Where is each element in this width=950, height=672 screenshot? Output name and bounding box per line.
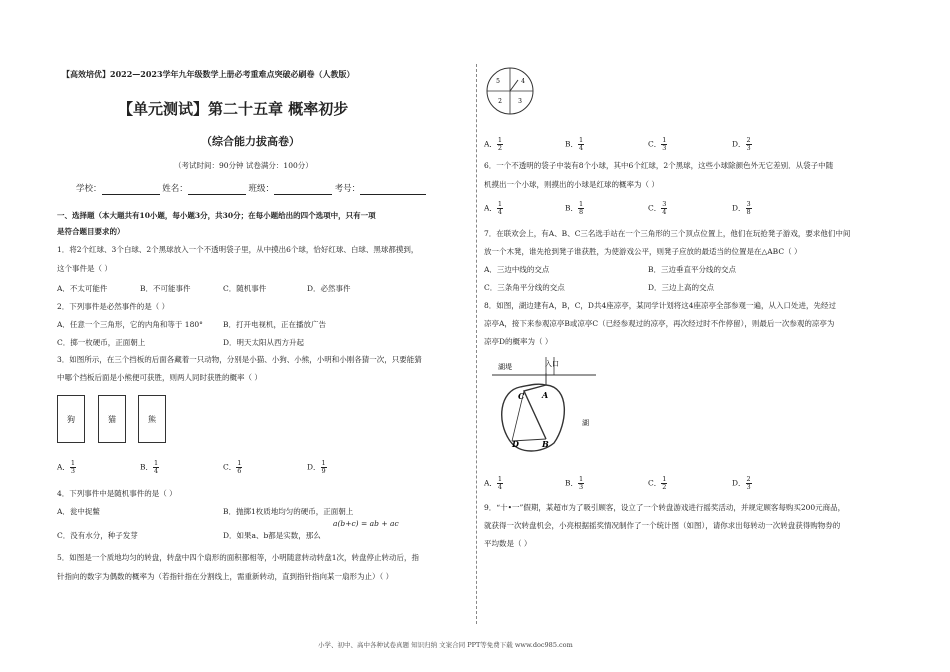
q3-option-c[interactable]: C． $\frac{1}{6}$ bbox=[223, 459, 242, 475]
q8-option-c[interactable]: C． $\frac{1}{2}$ bbox=[648, 475, 667, 491]
q4-option-d[interactable]: D．如果a、b都是实数，那么 bbox=[223, 531, 321, 540]
spinner-label-2: 2 bbox=[498, 98, 502, 105]
q3-option-d[interactable]: D． $\frac{1}{9}$ bbox=[307, 459, 326, 475]
student-info-fields bbox=[76, 183, 426, 195]
q6-text-cont: 机摸出一个小球，则摸出的小球是红球的概率为（ ） bbox=[484, 180, 659, 189]
page-title: 【单元测试】第二十五章 概率初步 bbox=[118, 100, 349, 118]
q2-option-d[interactable]: D．明天太阳从西方升起 bbox=[223, 338, 305, 347]
class-label: 班级： bbox=[248, 184, 274, 194]
spinner-label-3: 3 bbox=[518, 98, 522, 105]
q5-text: 5．如图是一个质地均匀的转盘，转盘中四个扇形的面积都相等，小明随意转动转盘1次，转盘停止转动后，指 bbox=[57, 553, 420, 562]
spinner-figure bbox=[485, 66, 535, 116]
map-b-label: B bbox=[542, 439, 549, 449]
map-d-label: D bbox=[512, 439, 519, 449]
q3-text: 3．如图所示，在三个挡板的后面各藏着一只动物，分别是小猫、小狗、小熊，小明和小刚各猜一次，只要能猜 bbox=[57, 355, 422, 364]
school-field[interactable] bbox=[102, 185, 160, 195]
q9-text-cont: 就获得一次转盘机会，小亮根据摇奖情况制作了一个统计图（如图），请你求出每转动一次转盘获得购物券的 bbox=[484, 521, 841, 530]
q2-option-b[interactable]: B．打开电视机，正在播放广告 bbox=[223, 320, 327, 329]
q7-text: 7．在联欢会上，有A、B、C三名选手站在一个三角形的三个顶点位置上，他们在玩抢凳子游戏，要求他们中间 bbox=[484, 229, 851, 238]
q8-text: 8．如图，湖边建有A，B，C，D共4座凉亭，某同学计划将这4座凉亭全部参观一遍，从入口处进，先经过 bbox=[484, 301, 836, 310]
board-bear: 熊 bbox=[138, 395, 166, 443]
lake-pavilion-map bbox=[490, 355, 600, 459]
q1-option-b[interactable]: B．不可能事件 bbox=[140, 284, 191, 293]
q8-option-b[interactable]: B． $\frac{1}{3}$ bbox=[565, 475, 584, 491]
q6-option-a[interactable]: A． $\frac{1}{4}$ bbox=[484, 200, 503, 216]
q8-option-a[interactable]: A． $\frac{1}{4}$ bbox=[484, 475, 503, 491]
q5-option-c[interactable]: C． $\frac{1}{3}$ bbox=[648, 136, 667, 152]
q4-option-c[interactable]: C．没有水分，种子发芽 bbox=[57, 531, 138, 540]
q4-text: 4．下列事件中是随机事件的是（ ） bbox=[57, 489, 177, 498]
q6-option-b[interactable]: B． $\frac{1}{8}$ bbox=[565, 200, 584, 216]
name-label: 姓名： bbox=[162, 184, 188, 194]
q8-text-cont: 凉亭A，接下来参观凉亭B或凉亭C（已经参观过的凉亭，再次经过时不作停留），则最后一次参观的凉亭为 bbox=[484, 319, 835, 328]
name-field[interactable] bbox=[188, 185, 246, 195]
map-lake-label: 湖 bbox=[582, 419, 589, 427]
q7-option-c[interactable]: C．三条角平分线的交点 bbox=[484, 283, 565, 292]
q3-option-b[interactable]: B． $\frac{1}{4}$ bbox=[140, 459, 159, 475]
q5-option-d[interactable]: D． $\frac{2}{3}$ bbox=[732, 136, 751, 152]
q1-text: 1．将2个红球、3个白球、2个黑球放入一个不透明袋子里，从中摸出6个球，恰好红球、白球、黑球都摸到， bbox=[57, 245, 419, 254]
q2-option-c[interactable]: C．掷一枚硬币，正面朝上 bbox=[57, 338, 146, 347]
q7-text-cont: 放一个木凳，谁先抢到凳子谁获胜，为使游戏公平，则凳子应放的最适当的位置是在△ABC（ ） bbox=[484, 247, 802, 256]
q4-option-b[interactable]: B．抛掷1枚质地均匀的硬币，正面朝上 bbox=[223, 507, 354, 516]
series-title: 【高效培优】2022—2023学年九年级数学上册必考重难点突破必刷卷（人教版） bbox=[62, 69, 355, 79]
exam-number-label: 考号： bbox=[334, 184, 361, 194]
q7-option-b[interactable]: B．三边垂直平分线的交点 bbox=[648, 265, 737, 274]
q6-option-c[interactable]: C． $\frac{3}{4}$ bbox=[648, 200, 667, 216]
exam-info: （考试时间：90分钟 试卷满分：100分） bbox=[174, 161, 313, 170]
q9-text: 9．“十•一”假期，某超市为了吸引顾客，设立了一个转盘游戏进行摇奖活动，并规定顾客每购买200元商品， bbox=[484, 503, 846, 512]
section1-heading-cont: 是符合题目要求的） bbox=[57, 227, 125, 236]
q6-text: 6．一个不透明的袋子中装有8个小球，其中6个红球，2个黑球，这些小球除颜色外无它差别．从袋子中随 bbox=[484, 161, 834, 170]
q3-text-cont: 中哪个挡板后面是小熊便可获胜，则两人同时获胜的概率（ ） bbox=[57, 373, 262, 382]
exam-number-field[interactable] bbox=[360, 185, 426, 195]
q1-option-d[interactable]: D．必然事件 bbox=[307, 284, 351, 293]
map-c-label: C bbox=[518, 391, 525, 401]
q1-option-c[interactable]: C．随机事件 bbox=[223, 284, 267, 293]
map-a-label: A bbox=[542, 390, 549, 400]
spinner-label-4: 4 bbox=[521, 78, 525, 85]
q7-option-a[interactable]: A．三边中线的交点 bbox=[484, 265, 550, 274]
q3-option-a[interactable]: A． $\frac{1}{3}$ bbox=[57, 459, 76, 475]
q4-option-a[interactable]: A．瓮中捉鳖 bbox=[57, 507, 100, 516]
q1-text-cont: 这个事件是（ ） bbox=[57, 264, 112, 273]
q5-option-a[interactable]: A． $\frac{1}{2}$ bbox=[484, 136, 503, 152]
school-label: 学校： bbox=[76, 184, 102, 194]
q9-text-cont2: 平均数是（ ） bbox=[484, 539, 532, 548]
board-cat: 猫 bbox=[98, 395, 126, 443]
page-subtitle: （综合能力拔高卷） bbox=[201, 135, 300, 148]
class-field[interactable] bbox=[274, 185, 332, 195]
q5-option-b[interactable]: B． $\frac{1}{4}$ bbox=[565, 136, 584, 152]
page-footer: 小学、初中、高中各种试卷真题 知识归纳 文案合同 PPT等免费下载 www.doc985.com bbox=[318, 641, 573, 649]
q2-option-a[interactable]: A．任意一个三角形，它的内角和等于 180° bbox=[57, 320, 203, 329]
map-entrance-label: 入口 bbox=[545, 360, 559, 368]
spinner-label-5: 5 bbox=[496, 78, 500, 85]
map-embankment-label: 湖堤 bbox=[498, 363, 512, 371]
q7-option-d[interactable]: D．三边上高的交点 bbox=[648, 283, 715, 292]
q8-text-cont2: 凉亭D的概率为（ ） bbox=[484, 337, 553, 346]
board-dog: 狗 bbox=[57, 395, 85, 443]
q6-option-d[interactable]: D． $\frac{3}{8}$ bbox=[732, 200, 751, 216]
section1-heading: 一、选择题（本大题共有10小题，每小题3分，共30分；在每小题给出的四个选项中，只有一项 bbox=[57, 211, 376, 220]
q8-option-d[interactable]: D． $\frac{2}{3}$ bbox=[732, 475, 751, 491]
q5-text-cont: 针指向的数字为偶数的概率为（若指针指在分割线上，需重新转动，直到指针指向某一扇形为止）（ ） bbox=[57, 572, 394, 581]
q2-text: 2．下列事件是必然事件的是（ ） bbox=[57, 302, 170, 311]
q4-formula: a(b+c) = ab + ac bbox=[333, 519, 399, 528]
q1-option-a[interactable]: A．不太可能件 bbox=[57, 284, 108, 293]
column-divider bbox=[476, 64, 477, 624]
